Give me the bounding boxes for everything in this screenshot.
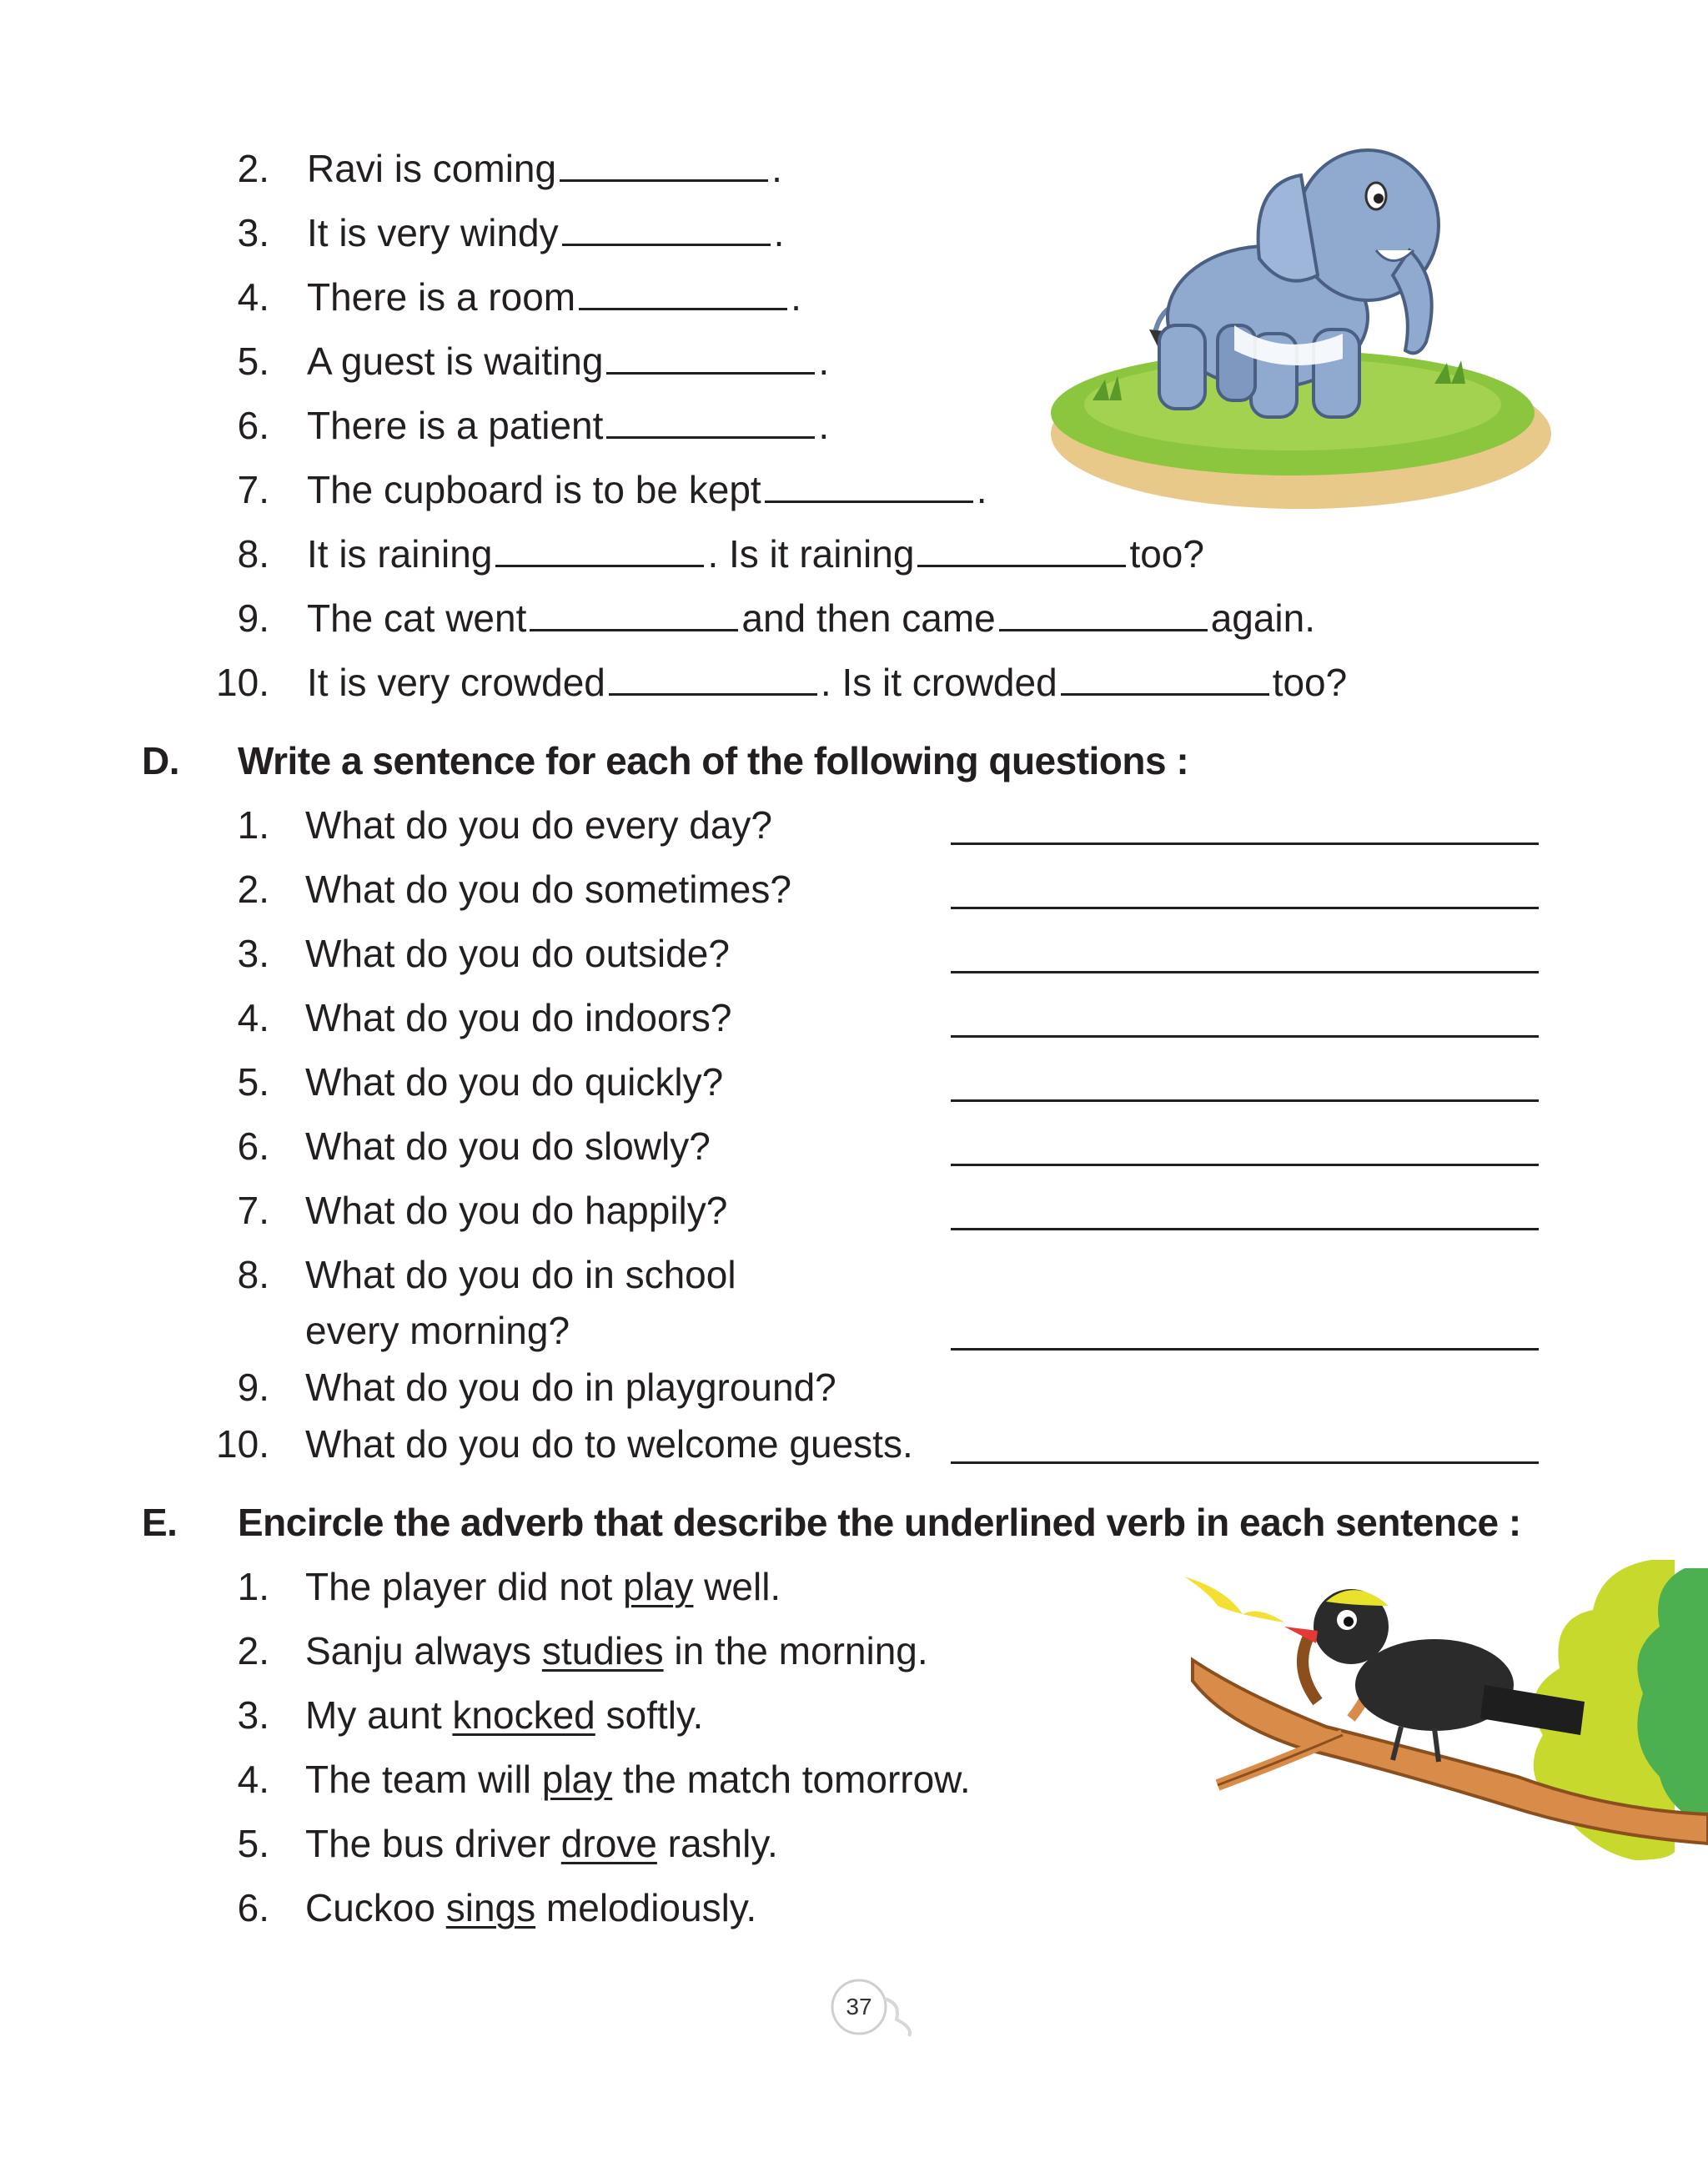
item-text: It is very windy <box>307 211 559 254</box>
item-number: 4. <box>237 996 269 1039</box>
item-number: 2. <box>237 1629 269 1672</box>
sentence-text: The player did not <box>305 1565 624 1608</box>
fill-blank[interactable] <box>530 596 738 631</box>
answer-line[interactable] <box>951 907 1539 909</box>
item-text: . <box>791 275 801 319</box>
section-letter: D. <box>142 739 179 782</box>
item-number: 8. <box>237 532 269 576</box>
item-number: 3. <box>237 1693 269 1737</box>
underlined-verb: studies <box>541 1629 664 1672</box>
sentence-text: Cuckoo <box>305 1886 446 1929</box>
sentence-text[interactable]: well. <box>693 1565 781 1608</box>
answer-line[interactable] <box>951 1461 1539 1464</box>
item-number: 6. <box>237 1124 269 1168</box>
elephant-illustration <box>1042 125 1551 526</box>
item-number: 6. <box>237 404 269 447</box>
sentence-text: in the morning. <box>663 1629 928 1672</box>
question-text: What do you do happily? <box>305 1189 728 1232</box>
item-number: 5. <box>237 1822 269 1865</box>
section-letter: E. <box>142 1501 178 1544</box>
item-text: . <box>771 147 782 190</box>
sentence-text[interactable]: melodiously. <box>535 1886 757 1929</box>
underlined-verb: drove <box>560 1822 657 1865</box>
item-text: . <box>773 211 785 254</box>
fill-blank[interactable] <box>579 274 787 310</box>
question-text: What do you do outside? <box>305 932 730 975</box>
sentence-text: My aunt <box>305 1693 453 1737</box>
item-number: 3. <box>237 211 269 254</box>
answer-line[interactable] <box>951 1348 1539 1351</box>
item-text: There is a patient <box>307 404 604 447</box>
question-text: What do you do to welcome guests. <box>305 1422 913 1466</box>
fill-blank[interactable] <box>1061 660 1269 696</box>
answer-line[interactable] <box>951 971 1539 973</box>
section-instruction: Write a sentence for each of the following questions : <box>238 739 1189 782</box>
item-text: too? <box>1129 532 1204 576</box>
question-text: What do you do slowly? <box>305 1124 711 1168</box>
fill-blank[interactable] <box>495 531 704 567</box>
item-text: too? <box>1272 661 1348 704</box>
item-text: and then came <box>741 596 996 640</box>
item-text: . <box>976 468 987 511</box>
page-number: 37 <box>846 1994 872 2020</box>
item-text: . Is it crowded <box>820 661 1057 704</box>
item-text: The cupboard is to be kept <box>307 468 761 511</box>
item-text: It is very crowded <box>307 661 605 704</box>
page-number-badge <box>826 1974 917 2040</box>
underlined-verb: sings <box>445 1886 536 1929</box>
question-text: What do you do quickly? <box>305 1060 724 1104</box>
item-text: A guest is waiting <box>307 340 604 383</box>
fill-blank[interactable] <box>999 596 1208 631</box>
sentence-text[interactable]: rashly. <box>656 1822 778 1865</box>
item-number: 1. <box>237 1565 269 1608</box>
item-text: It is raining <box>307 532 493 576</box>
fill-blank[interactable] <box>606 339 815 375</box>
fill-blank[interactable] <box>560 146 768 182</box>
item-text: . <box>818 404 830 447</box>
item-text: There is a room <box>307 275 576 319</box>
question-text: every morning? <box>305 1309 570 1352</box>
sentence-text: The bus driver <box>305 1822 561 1865</box>
item-number: 2. <box>237 868 269 911</box>
question-text: What do you do indoors? <box>305 996 732 1039</box>
item-number: 1. <box>237 803 269 847</box>
bird-on-branch-illustration <box>1184 1552 1708 1919</box>
item-number: 5. <box>237 1060 269 1104</box>
item-number: 10. <box>216 661 269 704</box>
sentence-text[interactable]: Sanju always <box>305 1629 542 1672</box>
item-number: 7. <box>237 1189 269 1232</box>
fill-blank[interactable] <box>765 467 973 503</box>
item-number: 10. <box>216 1422 269 1466</box>
underlined-verb: knocked <box>452 1693 595 1737</box>
item-text: The cat went <box>307 596 527 640</box>
answer-line[interactable] <box>951 1228 1539 1230</box>
sentence-text[interactable]: the match tomorrow. <box>612 1758 971 1801</box>
answer-line[interactable] <box>951 1035 1539 1038</box>
question-text: What do you do sometimes? <box>305 868 791 911</box>
sentence-text[interactable]: softly. <box>595 1693 704 1737</box>
item-text: Ravi is coming <box>307 147 557 190</box>
item-number: 4. <box>237 275 269 319</box>
underlined-verb: play <box>541 1758 613 1801</box>
question-text: What do you do every day? <box>305 803 772 847</box>
answer-line[interactable] <box>951 1099 1539 1102</box>
item-number: 6. <box>237 1886 269 1929</box>
question-text: What do you do in school <box>305 1253 736 1296</box>
fill-blank[interactable] <box>606 403 815 439</box>
section-instruction: Encircle the adverb that describe the underlined verb in each sentence : <box>238 1501 1521 1544</box>
fill-blank[interactable] <box>562 210 771 246</box>
item-number: 8. <box>237 1253 269 1296</box>
answer-line[interactable] <box>951 1164 1539 1166</box>
question-text: What do you do in playground? <box>305 1366 836 1409</box>
item-number: 7. <box>237 468 269 511</box>
item-number: 9. <box>237 1366 269 1409</box>
item-number: 9. <box>237 596 269 640</box>
item-number: 2. <box>237 147 269 190</box>
sentence-text: The team will <box>305 1758 542 1801</box>
answer-line[interactable] <box>951 843 1539 845</box>
item-text: again. <box>1210 596 1316 640</box>
item-text: . Is it raining <box>707 532 915 576</box>
item-number: 3. <box>237 932 269 975</box>
underlined-verb: play <box>623 1565 694 1608</box>
item-number: 5. <box>237 340 269 383</box>
item-text: . <box>818 340 830 383</box>
fill-blank[interactable] <box>609 660 817 696</box>
item-number: 4. <box>237 1758 269 1801</box>
fill-blank[interactable] <box>917 531 1126 567</box>
